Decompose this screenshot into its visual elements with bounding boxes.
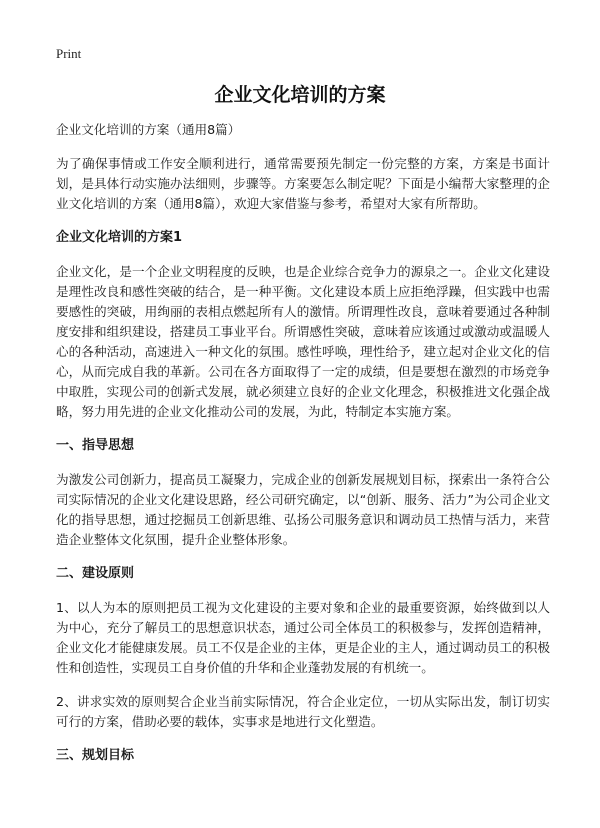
section-heading-1: 企业文化培训的方案1 bbox=[56, 230, 183, 245]
heading-guiding-ideology: 一、指导思想 bbox=[56, 438, 135, 453]
principle-2-paragraph: 2、讲求实效的原则契合企业当前实际情况，符合企业定位，一切从实际出发，制订切实可行的方案，借助必要的载体，实事求是地进行文化塑造。 bbox=[56, 694, 550, 729]
guiding-ideology-paragraph: 为激发公司创新力，提高员工凝聚力，完成企业的创新发展规划目标，探索出一条符合公司实际情况的企业文化建设思路，经公司研究确定，以“创新、服务、活力”为公司企业文化的指导思想，通过挖掘员工创新思维、弘扬公司服务意识和调动员工热情与活力，来营造企业整体文化氛围，提升企业整体形象。 bbox=[56, 472, 550, 547]
article-body bbox=[56, 120, 550, 780]
page-title: 企业文化培训的方案 bbox=[214, 84, 386, 106]
section-1-paragraph: 企业文化，是一个企业文明程度的反映，也是企业综合竞争力的源泉之一。企业文化建设是理性改良和感性突破的结合，是一种平衡。文化建设本质上应拒绝浮躁，但实践中也需要感性的突破，用绚丽的表相点燃起所有人的激情。所谓理性改良，意味着要通过各种制度安排和组织建设，搭建员工事业平台。所谓感性突破，意味着应该通过或激动或温暖人心的各种活动，高速进入一种文化的氛围。感性呼唤，理性给予，建立起对企业文化的信心，从而完成自我的革新。公司在各方面取得了一定的成绩，但是要想在激烈的市场竞争中取胜，实现公司的创新式发展，就必须建立良好的企业文化理念，积极推进文化强企战略，努力用先进的企业文化推动公司的发展，为此，特制定本实施方案。 bbox=[56, 264, 550, 419]
heading-construction-principles: 二、建设原则 bbox=[56, 566, 135, 581]
print-link[interactable]: Print bbox=[56, 46, 82, 61]
intro-paragraph: 为了确保事情或工作安全顺利进行，通常需要预先制定一份完整的方案，方案是书面计划，是具体行动实施办法细则，步骤等。方案要怎么制定呢？下面是小编帮大家整理的企业文化培训的方案（通用8篇），欢迎大家借鉴与参考，希望对大家有所帮助。 bbox=[56, 156, 550, 211]
article-subtitle: 企业文化培训的方案（通用8篇） bbox=[56, 122, 241, 137]
principle-1-paragraph: 1、以人为本的原则把员工视为文化建设的主要对象和企业的最重要资源，始终做到以人为中心，充分了解员工的思想意识状态，通过公司全体员工的积极参与，发挥创造精神，企业文化才能健康发展。员工不仅是企业的主体，更是企业的主人，通过调动员工的积极性和创造性，实现员工自身价值的升华和企业蓬勃发展的有机统一。 bbox=[56, 600, 550, 675]
heading-planning-goals: 三、规划目标 bbox=[56, 748, 135, 763]
